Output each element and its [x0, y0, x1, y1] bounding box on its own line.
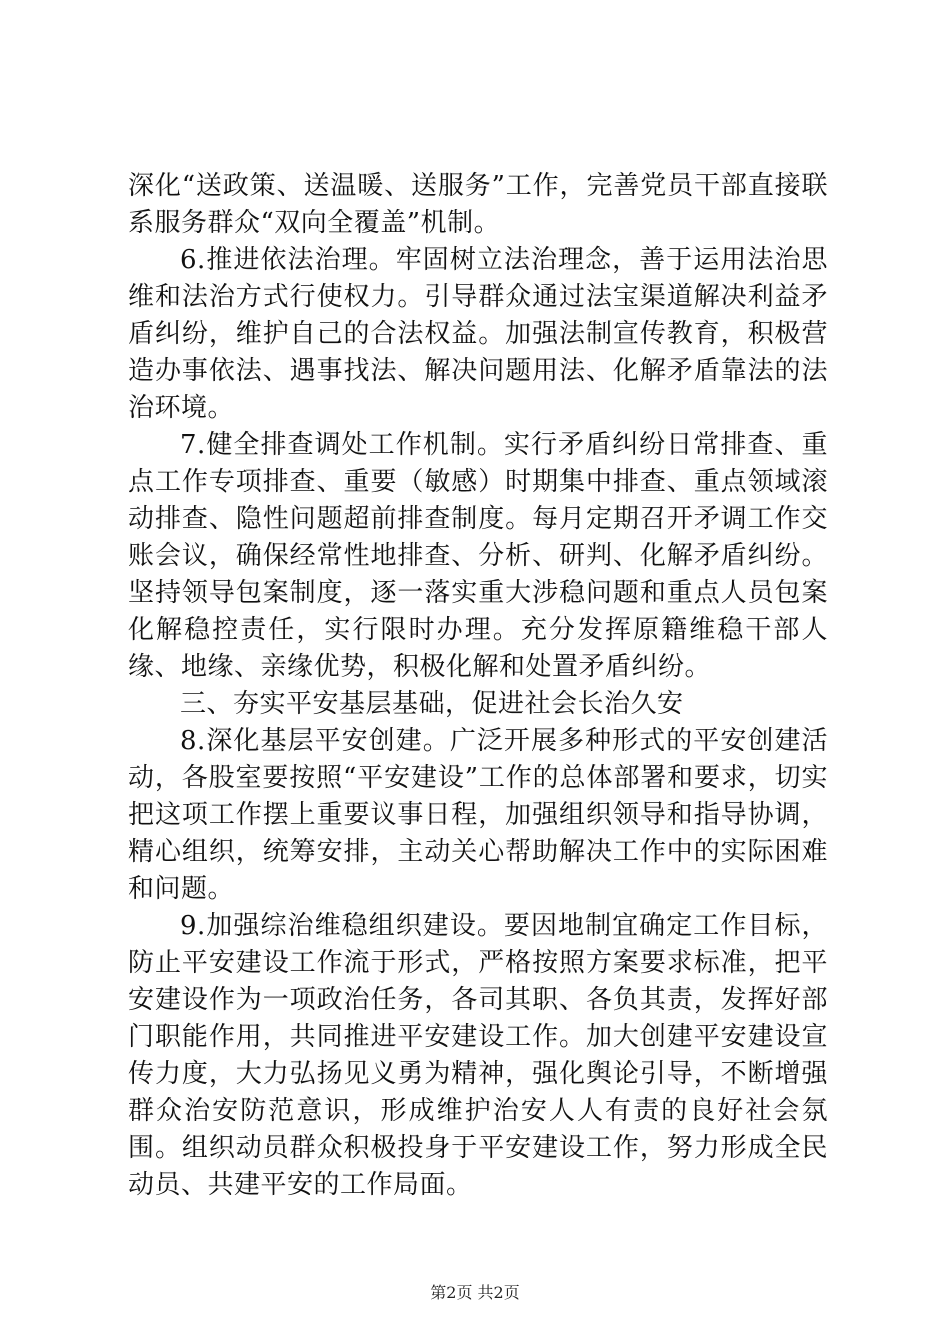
section-heading-3: 三、夯实平安基层基础，促进社会长治久安 [180, 689, 684, 719]
document-body [128, 168, 828, 1204]
paragraph-item-9: 9.加强综治维稳组织建设。要因地制宜确定工作目标，防止平安建设工作流于形式，严格按照方案要求标准，把平安建设作为一项政治任务，各司其职、各负其责，发挥好部门职能作用，共同推进平安建设工作。加大创建平安建设宣传力度，大力弘扬见义勇为精神，强化舆论引导，不断增强群众治安防范意识，形成维护治安人人有责的良好社会氛围。组织动员群众积极投身于平安建设工作，努力形成全民动员、共建平安的工作局面。 [128, 911, 828, 1200]
paragraph-item-8: 8.深化基层平安创建。广泛开展多种形式的平安创建活动，各股室要按照“平安建设”工作的总体部署和要求，切实把这项工作摆上重要议事日程，加强组织领导和指导协调，精心组织，统筹安排，主动关心帮助解决工作中的实际困难和问题。 [128, 726, 828, 904]
paragraph-item-7: 7.健全排查调处工作机制。实行矛盾纠纷日常排查、重点工作专项排查、重要（敏感）时期集中排查、重点领域滚动排查、隐性问题超前排查制度。每月定期召开矛调工作交账会议，确保经常性地排查、分析、研判、化解矛盾纠纷。坚持领导包案制度，逐一落实重大涉稳问题和重点人员包案化解稳控责任，实行限时办理。充分发挥原籍维稳干部人缘、地缘、亲缘优势，积极化解和处置矛盾纠纷。 [128, 430, 828, 682]
paragraph-continuation: 深化“送政策、送温暖、送服务”工作，完善党员干部直接联系服务群众“双向全覆盖”机制。 [128, 171, 828, 238]
page-number-footer: 第2页 共2页 [430, 1283, 520, 1302]
paragraph-item-6: 6.推进依法治理。牢固树立法治理念，善于运用法治思维和法治方式行使权力。引导群众通过法宝渠道解决利益矛盾纠纷，维护自己的合法权益。加强法制宣传教育，积极营造办事依法、遇事找法、解决问题用法、化解矛盾靠法的法治环境。 [128, 245, 828, 423]
